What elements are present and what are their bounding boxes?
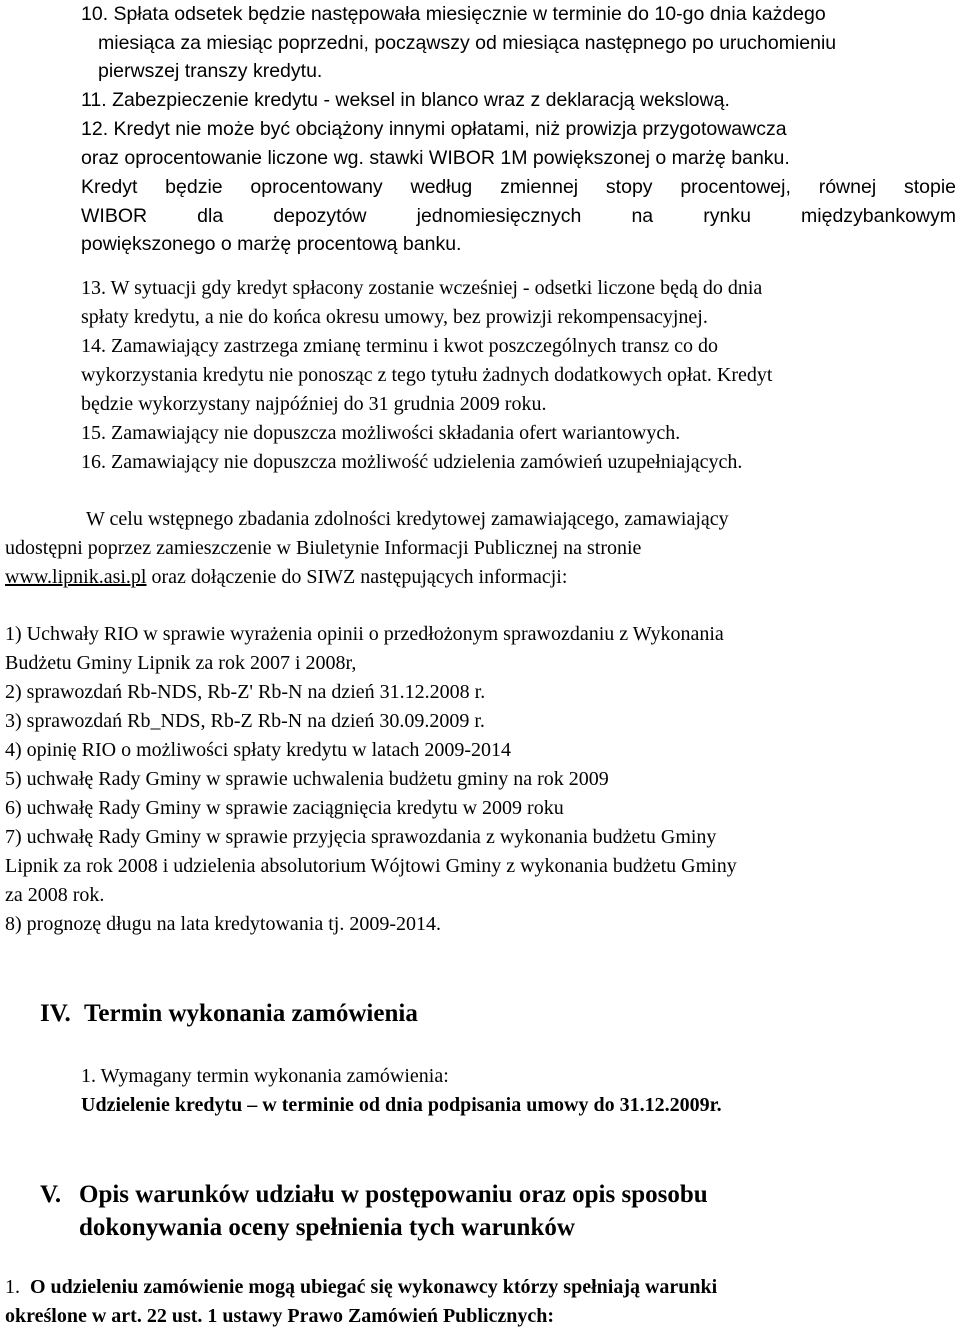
section-iv-item-1: 1. Wymagany termin wykonania zamówienia:: [81, 1065, 449, 1087]
item-10-line-3: pierwszej transzy kredytu.: [98, 60, 323, 82]
intro-line-2: udostępni poprzez zamieszczenie w Biuletynie Informacji Publicznej na stronie: [5, 537, 642, 559]
item-14-line-2: wykorzystania kredytu nie ponosząc z tego tytułu żadnych dodatkowych opłat. Kredyt: [81, 364, 773, 386]
item-11: 11. Zabezpieczenie kredytu - weksel in blanco wraz z deklaracją wekslową.: [81, 89, 730, 111]
section-iv-heading: Termin wykonania zamówienia: [84, 1000, 418, 1027]
intro-line-3: [5, 567, 567, 587]
bip-link[interactable]: www.lipnik.asi.pl: [5, 566, 147, 588]
intro-line-1: W celu wstępnego zbadania zdolności kredytowej zamawiającego, zamawiający: [86, 508, 729, 530]
section-iv-term: Udzielenie kredytu – w terminie od dnia podpisania umowy do 31.12.2009r.: [81, 1094, 722, 1116]
item-14-line-1: 14. Zamawiający zastrzega zmianę terminu i kwot poszczególnych transz co do: [81, 335, 718, 357]
item-10-line-1: 10. Spłata odsetek będzie następowała miesięcznie w terminie do 10-go dnia każdego: [81, 3, 826, 25]
item-12-line-2: oraz oprocentowanie liczone wg. stawki WIBOR 1M powiększonej o marżę banku.: [81, 147, 790, 169]
list-item-1-line-2: Budżetu Gminy Lipnik za rok 2007 i 2008r,: [5, 652, 357, 674]
list-item-5: 5) uchwałę Rady Gminy w sprawie uchwalenia budżetu gminy na rok 2009: [5, 768, 609, 790]
item-12-line-3: Kredyt będzie oprocentowany według zmiennej stopy procentowej, równej stopie: [81, 176, 956, 198]
section-v-number: V.: [40, 1181, 62, 1208]
list-item-7-line-2: Lipnik za rok 2008 i udzielenia absolutorium Wójtowi Gminy z wykonania budżetu Gminy: [5, 855, 737, 877]
item-13-line-2: spłaty kredytu, a nie do końca okresu umowy, bez prowizji rekompensacyjnej.: [81, 306, 708, 328]
section-iv-number: IV.: [40, 1000, 71, 1027]
section-v-item-1-number: 1.: [5, 1276, 20, 1298]
item-10-line-2: miesiąca za miesiąc poprzedni, począwszy od miesiąca następnego po uruchomieniu: [98, 32, 837, 54]
section-v-item-1-line-2: określone w art. 22 ust. 1 ustawy Prawo Zamówień Publicznych:: [5, 1305, 555, 1327]
section-v-item-1-line-1: O udzieleniu zamówienie mogą ubiegać się wykonawcy którzy spełniają warunki: [30, 1276, 718, 1298]
list-item-7-line-1: 7) uchwałę Rady Gminy w sprawie przyjęcia sprawozdania z wykonania budżetu Gminy: [5, 826, 717, 848]
item-12-line-1: 12. Kredyt nie może być obciążony innymi opłatami, niż prowizja przygotowawcza: [81, 118, 787, 140]
list-item-7-line-3: za 2008 rok.: [5, 884, 105, 906]
list-item-1-line-1: 1) Uchwały RIO w sprawie wyrażenia opinii o przedłożonym sprawozdaniu z Wykonania: [5, 623, 724, 645]
list-item-8: 8) prognozę długu na lata kredytowania tj. 2009-2014.: [5, 913, 441, 935]
list-item-6: 6) uchwałę Rady Gminy w sprawie zaciągnięcia kredytu w 2009 roku: [5, 797, 564, 819]
list-item-3: 3) sprawozdań Rb_NDS, Rb-Z Rb-N na dzień 30.09.2009 r.: [5, 710, 485, 732]
list-item-2: 2) sprawozdań Rb-NDS, Rb-Z' Rb-N na dzień 31.12.2008 r.: [5, 681, 486, 703]
section-v-heading-line-1: Opis warunków udziału w postępowaniu oraz opis sposobu: [79, 1181, 708, 1208]
item-13-line-1: 13. W sytuacji gdy kredyt spłacony zostanie wcześniej - odsetki liczone będą do dnia: [81, 277, 763, 299]
section-v-heading-line-2: dokonywania oceny spełnienia tych warunków: [79, 1214, 575, 1241]
list-item-4: 4) opinię RIO o możliwości spłaty kredytu w latach 2009-2014: [5, 739, 512, 761]
item-14-line-3: będzie wykorzystany najpóźniej do 31 grudnia 2009 roku.: [81, 393, 547, 415]
item-15: 15. Zamawiający nie dopuszcza możliwości składania ofert wariantowych.: [81, 422, 681, 444]
item-12-line-4: WIBOR dla depozytów jednomiesięcznych na rynku międzybankowym: [81, 205, 956, 227]
item-12-line-5: powiększonego o marżę procentową banku.: [81, 233, 462, 255]
intro-line-3-rest: oraz dołączenie do SIWZ następujących informacji:: [146, 566, 568, 588]
item-16: 16. Zamawiający nie dopuszcza możliwość udzielenia zamówień uzupełniających.: [81, 451, 743, 473]
